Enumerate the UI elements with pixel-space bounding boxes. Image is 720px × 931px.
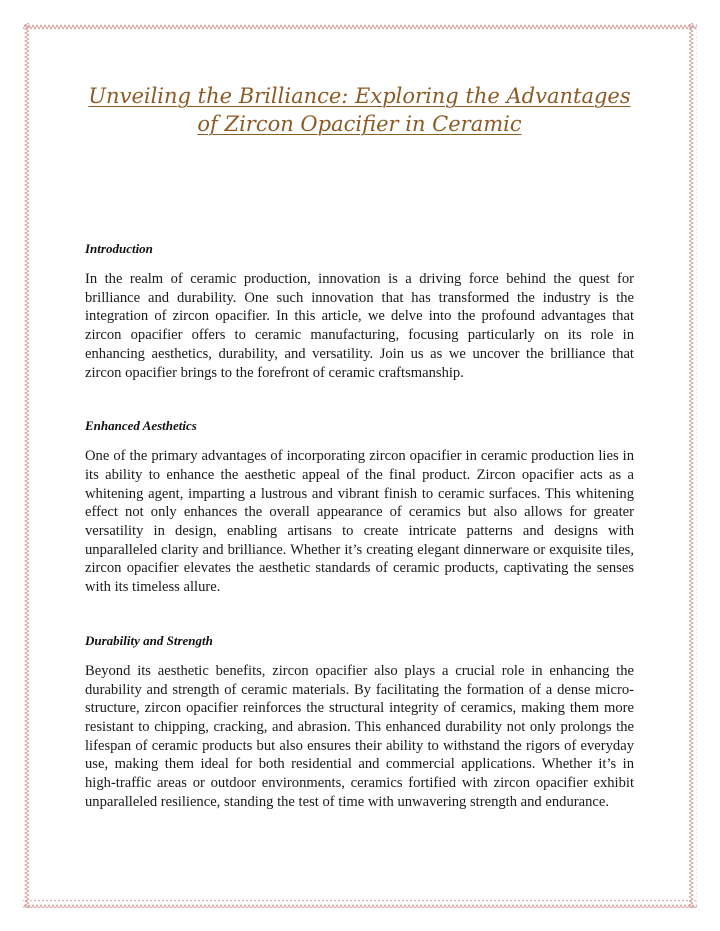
section-paragraph: One of the primary advantages of incorporating zircon opacifier in ceramic production lies in its ability to enhance the aesthetic appeal of the final product. Zircon opacifier acts as a whitening agent, imparting a lustrous and vibrant finish to ceramic surfaces. This whitening effect not only enhances the overall appearance of ceramics but also allows for greater versatility in design, enabling artisans to create intricate patterns and designs with unparalleled clarity and brilliance. Whether it’s creating elegant dinnerware or exquisite tiles, zircon opacifier elevates the aesthetic standards of ceramic products, captivating the senses with its timeless allure.: [85, 448, 634, 596]
section-heading: Introduction: [85, 241, 153, 256]
section-durability-and-strength: [85, 633, 634, 812]
section-paragraph: In the realm of ceramic production, innovation is a driving force behind the quest for brilliance and durability. One such innovation that has transformed the industry is the integration of zircon opacifier. In this article, we delve into the profound advantages that zircon opacifier offers to ceramic manufacturing, focusing particularly on its role in enhancing aesthetics, durability, and versatility. Join us as we uncover the brilliance that zircon opacifier brings to the forefront of ceramic craftsmanship.: [85, 271, 634, 381]
section-heading: Enhanced Aesthetics: [85, 418, 197, 434]
section-heading: Durability and Strength: [85, 632, 213, 648]
section-introduction: [85, 241, 634, 382]
section-enhanced-aesthetics: [85, 418, 634, 597]
page-title: Unveiling the Brilliance: Exploring the Advantages of Zircon Opacifier in Ceramic: [88, 84, 631, 136]
document-body: [85, 82, 634, 811]
section-paragraph: Beyond its aesthetic benefits, zircon opacifier also plays a crucial role in enhancing the durability and strength of ceramic materials. By facilitating the formation of a dense micro-structure, zircon opacifier reinforces the structural integrity of ceramics, making them more resistant to chipping, cracking, and abrasion. This enhanced durability not only prolongs the lifespan of ceramic products but also ensures their ability to withstand the rigors of everyday use, making them ideal for both residential and commercial applications. Whether it’s in high-traffic areas or outdoor environments, ceramics fortified with zircon opacifier exhibit unparalleled resilience, standing the test of time with unwavering strength and endurance.: [85, 662, 634, 810]
